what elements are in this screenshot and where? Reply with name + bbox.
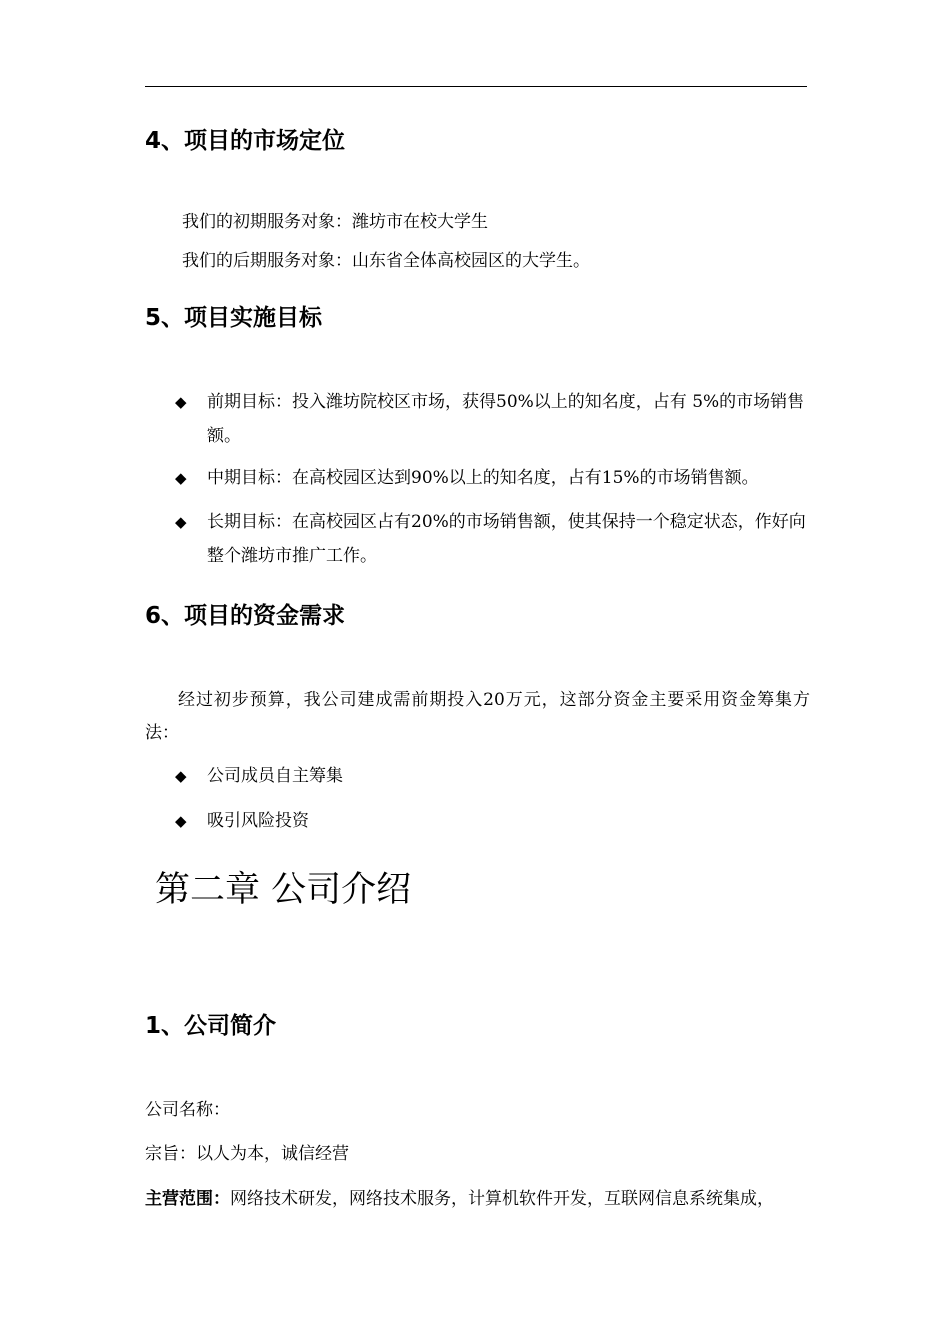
diamond-bullet-icon: ◆ xyxy=(175,393,187,411)
goal-item-early xyxy=(175,385,815,453)
funding-item-self xyxy=(175,759,815,793)
diamond-bullet-icon: ◆ xyxy=(175,767,187,785)
main-business-label: 主营范围： xyxy=(145,1189,230,1209)
section-heading-company-profile: 1、公司简介 xyxy=(145,1013,277,1039)
company-tenet: 宗旨：以人为本，诚信经营 xyxy=(145,1144,349,1164)
section-heading-market-positioning: 4、项目的市场定位 xyxy=(145,128,346,154)
section-heading-goals: 5、项目实施目标 xyxy=(145,305,323,331)
funding-item-venture xyxy=(175,804,815,838)
chapter-title: 第二章 公司介绍 xyxy=(155,870,412,910)
section-heading-funding: 6、项目的资金需求 xyxy=(145,603,346,629)
funding-item-text: 公司成员自主筹集 xyxy=(207,766,343,786)
main-business-text: 网络技术研发，网络技术服务，计算机软件开发，互联网信息系统集成， xyxy=(230,1189,774,1209)
goal-item-text: 长期目标：在高校园区占有20%的市场销售额，使其保持一个稳定状态，作好向整个潍坊市推广工作。 xyxy=(207,512,806,566)
funding-item-text: 吸引风险投资 xyxy=(207,811,309,831)
goal-item-text: 前期目标：投入潍坊院校区市场，获得50%以上的知名度，占有 5%的市场销售额。 xyxy=(207,392,805,446)
initial-target-line: 我们的初期服务对象：潍坊市在校大学生 xyxy=(182,212,488,232)
company-name-label: 公司名称： xyxy=(145,1100,230,1120)
diamond-bullet-icon: ◆ xyxy=(175,469,187,487)
diamond-bullet-icon: ◆ xyxy=(175,513,187,531)
goal-item-text: 中期目标：在高校园区达到90%以上的知名度，占有15%的市场销售额。 xyxy=(207,468,759,488)
goal-item-mid xyxy=(175,461,815,495)
funding-paragraph: 经过初步预算，我公司建成需前期投入20万元，这部分资金主要采用资金筹集方法： xyxy=(145,690,810,743)
later-target-line: 我们的后期服务对象：山东省全体高校园区的大学生。 xyxy=(182,251,590,271)
main-business-line xyxy=(145,1187,774,1211)
goal-item-long xyxy=(175,505,815,573)
diamond-bullet-icon: ◆ xyxy=(175,812,187,830)
header-rule xyxy=(145,86,807,87)
